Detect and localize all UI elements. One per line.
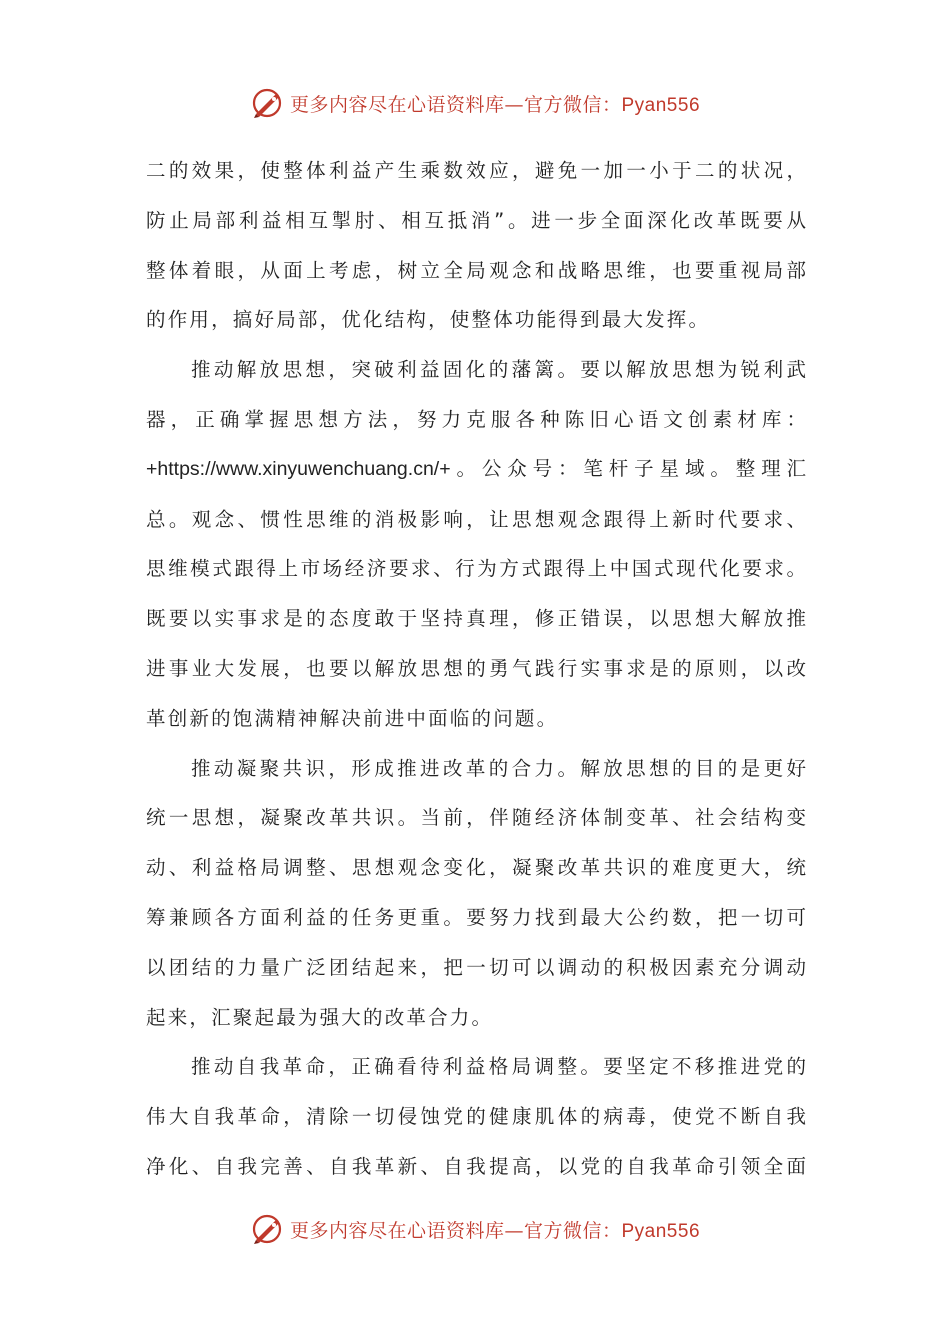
text-line: 既要以实事求是的态度敢于坚持真理，修正错误，以思想大解放推 (146, 607, 806, 631)
header-banner-text: 更多内容尽在心语资料库—官方微信：Pyan556 (289, 93, 701, 116)
text-line: 净化、自我完善、自我革新、自我提高，以党的自我革命引领全面 (146, 1154, 806, 1178)
footer-banner (0, 1209, 950, 1249)
text-line: +https://www.xinyuwenchuang.cn/+。公众号：笔杆子星域。整理汇 (146, 457, 806, 480)
text-line: 思维模式跟得上市场经济要求、行为方式跟得上中国式现代化要求。 (146, 557, 806, 581)
text-line: 的作用，搞好局部，优化结构，使整体功能得到最大发挥。 (146, 308, 711, 332)
text-line: 器，正确掌握思想方法，努力克服各种陈旧心语文创素材库： (146, 407, 806, 431)
text-line: 二的效果，使整体利益产生乘数效应，避免一加一小于二的状况， (146, 159, 806, 182)
pen-logo-icon (250, 1212, 284, 1246)
text-line: 推动解放思想，突破利益固化的藩篱。要以解放思想为锐利武 (191, 358, 806, 382)
text-line: 防止局部利益相互掣肘、相互抵消”。进一步全面深化改革既要从 (146, 208, 806, 232)
text-line: 以团结的力量广泛团结起来，把一切可以调动的积极因素充分调动 (146, 955, 806, 979)
text-line: 伟大自我革命，清除一切侵蚀党的健康肌体的病毒，使党不断自我 (146, 1105, 806, 1129)
header-wechat-id: Pyan556 (621, 94, 701, 116)
document-body (146, 146, 806, 1192)
text-line: 进事业大发展，也要以解放思想的勇气践行实事求是的原则，以改 (146, 656, 806, 680)
text-line: 筹兼顾各方面利益的任务更重。要努力找到最大公约数，把一切可 (146, 905, 806, 929)
text-line: 统一思想，凝聚改革共识。当前，伴随经济体制变革、社会结构变 (146, 806, 806, 830)
text-line: 动、利益格局调整、思想观念变化，凝聚改革共识的难度更大，统 (146, 856, 806, 880)
text-line: 革创新的饱满精神解决前进中面临的问题。 (146, 706, 559, 730)
header-banner (0, 83, 950, 123)
text-line: 推动自我革命，正确看待利益格局调整。要坚定不移推进党的 (191, 1055, 806, 1079)
text-line: 总。观念、惯性思维的消极影响，让思想观念跟得上新时代要求、 (146, 507, 806, 531)
pen-logo-icon (250, 86, 284, 120)
text-line: 推动凝聚共识，形成推进改革的合力。解放思想的目的是更好 (191, 756, 806, 780)
footer-wechat-id: Pyan556 (621, 1220, 701, 1242)
footer-banner-text: 更多内容尽在心语资料库—官方微信：Pyan556 (289, 1219, 701, 1242)
text-line: 起来，汇聚起最为强大的改革合力。 (146, 1005, 494, 1029)
text-line: 整体着眼，从面上考虑，树立全局观念和战略思维，也要重视局部 (146, 258, 806, 282)
